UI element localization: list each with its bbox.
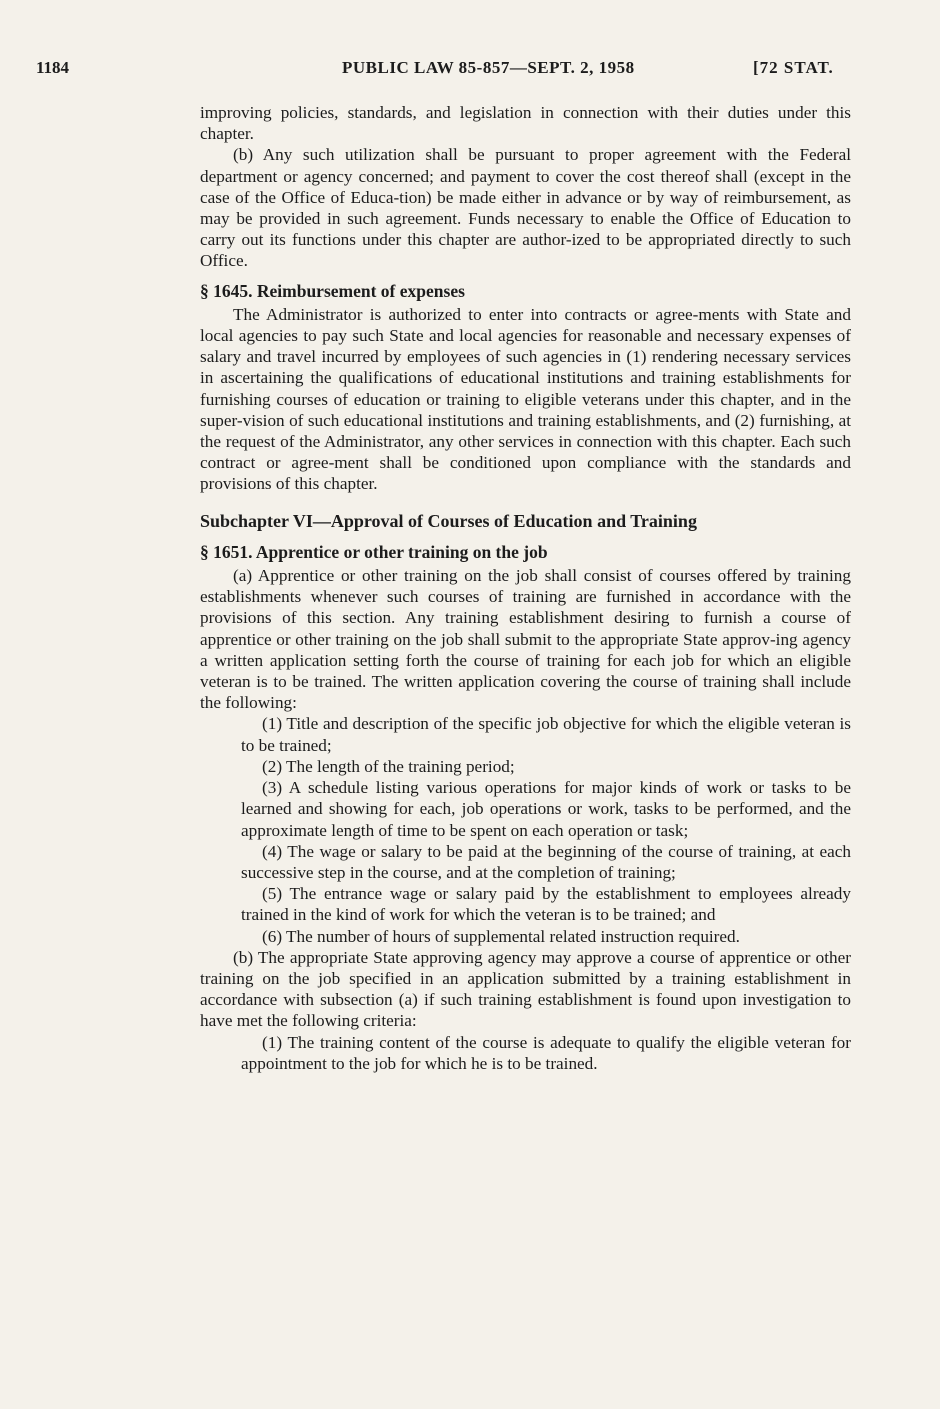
statute-reference: [72 STAT.: [753, 58, 834, 77]
subchapter-heading: Subchapter VI—Approval of Courses of Education and Training: [200, 510, 697, 531]
list-item: (6) The number of hours of supplemental related instruction required.: [262, 926, 740, 946]
running-title: PUBLIC LAW 85-857—SEPT. 2, 1958: [342, 58, 635, 77]
list-item: (1) The training content of the course is adequate to qualify the eligible veteran for appointment to the job for which he is to be trained.: [241, 1032, 851, 1073]
paragraph-reimbursement: The Administrator is authorized to enter into contracts or agree-ments with State and local agencies to pay such State and local agencies for reasonable and necessary expenses of salary and travel incurred by employees of such agencies in (1) rendering necessary services in ascertaining the qualifications of educational institutions and training establishments for furnishing courses of education or training to eligible veterans under this chapter, and in the super-vision of such educational institutions and training establishments, and (2) furnishing, at the request of the Administrator, any other services in connection with this chapter. Each such contract or agree-ment shall be conditioned upon compliance with the standards and provisions of this chapter.: [200, 304, 851, 494]
list-item: (4) The wage or salary to be paid at the beginning of the course of training, at each successive step in the course, and at the completion of training;: [241, 841, 851, 882]
list-item: (2) The length of the training period;: [262, 756, 515, 776]
page-header: [0, 58, 940, 84]
section-heading-1645: § 1645. Reimbursement of expenses: [200, 280, 465, 301]
list-item: (5) The entrance wage or salary paid by the establishment to employees already trained in the kind of work for which the veteran is to be trained; and: [241, 884, 851, 925]
paragraph-a-apprentice: (a) Apprentice or other training on the job shall consist of courses offered by training establishments whenever such courses of training are furnished in accordance with the provisions of this section. Any training establishment desiring to furnish a course of apprentice or other training on the job shall submit to the appropriate State approv-ing agency a written application setting forth the course of training for each job for which an eligible veteran is to be trained. The written application covering the course of training shall include the following:: [200, 566, 851, 713]
page-number: 1184: [36, 58, 70, 77]
paragraph-b-approval: (b) The appropriate State approving agency may approve a course of apprentice or other training on the job specified in an application submitted by a training establishment in accordance with subsection (a) if such training establishment is found upon investigation to have met the following criteria:: [200, 947, 851, 1031]
paragraph-b-utilization: (b) Any such utilization shall be pursuant to proper agreement with the Federal department or agency concerned; and payment to cover the cost thereof shall (except in the case of the Office of Educa-tion) be made either in advance or by way of reimbursement, as may be provided in such agreement. Funds necessary to enable the Office of Education to carry out its functions under this chapter are author-ized to be appropriated directly to such Office.: [200, 145, 851, 271]
list-item: (3) A schedule listing various operations for major kinds of work or tasks to be learned and showing for each, job operations or work, tasks to be performed, and the approximate length of time to be spent on each operation or task;: [241, 778, 851, 840]
list-item: (1) Title and description of the specific job objective for which the eligible veteran is to be trained;: [241, 714, 851, 755]
page-body: [200, 102, 851, 1074]
section-heading-1651: § 1651. Apprentice or other training on the job: [200, 541, 548, 562]
paragraph-continuation: improving policies, standards, and legislation in connection with their duties under this chapter.: [200, 103, 851, 144]
